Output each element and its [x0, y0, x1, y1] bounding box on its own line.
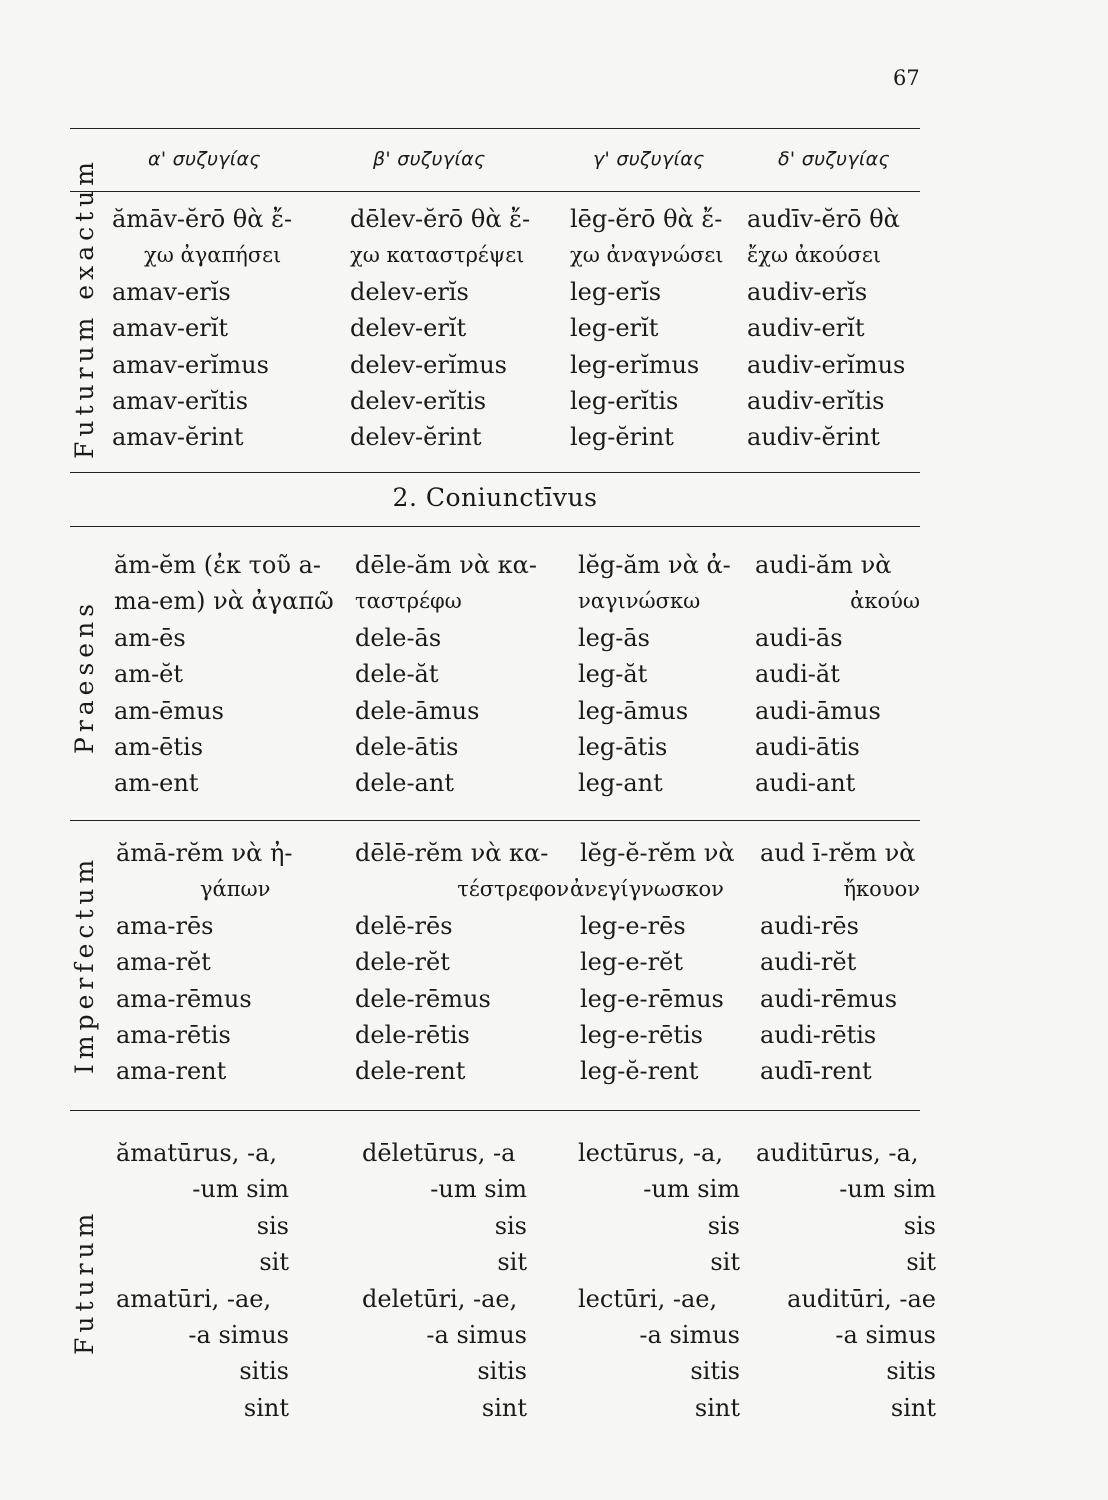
form-cell: χω καταστρέψει [350, 243, 525, 268]
form-cell: ama-rĕt [116, 948, 211, 977]
form-cell: leg-erĭt [570, 314, 659, 343]
form-cell: dele-ās [355, 623, 442, 652]
form-cell: leg-e-rētis [580, 1020, 703, 1049]
form-cell: lĕg-ĕ-rĕm νὰ [580, 839, 735, 867]
form-cell: audiv-erĭs [747, 277, 868, 306]
form-cell: leg-e-rĕt [580, 948, 683, 977]
column-header-3: γ' συζυγίας [593, 148, 705, 170]
conjugation-column-1 [116, 1135, 296, 1426]
form-cell: ama-rēmus [116, 984, 252, 1013]
conjugation-column-4 [760, 835, 920, 1090]
column-header-2: β' συζυγίας [373, 148, 486, 170]
form-cell: sis [707, 1211, 740, 1240]
form-cell: audiv-erĭmus [747, 350, 906, 379]
form-cell: audiv-erĭtis [747, 386, 885, 415]
form-cell: χω ἀναγνώσει [570, 243, 724, 268]
form-cell: sint [890, 1393, 936, 1422]
form-cell: -um sim [192, 1175, 289, 1204]
conjugation-column-1 [114, 547, 334, 802]
form-cell: dēlē-rĕm νὰ κα- [355, 839, 549, 867]
form-cell: sitis [239, 1357, 289, 1386]
form-cell: am-ēmus [114, 696, 224, 725]
form-cell: ἔχω ἀκούσει [747, 243, 881, 268]
form-cell: sint [243, 1393, 289, 1422]
section-praesens [70, 547, 920, 805]
form-cell: deletūri, -ae, [362, 1284, 518, 1313]
form-cell: amav-erĭs [112, 277, 231, 306]
form-cell: delev-erĭs [350, 277, 469, 306]
form-cell: -a simus [639, 1320, 740, 1349]
form-cell: lectūri, -ae, [578, 1284, 718, 1313]
form-cell: ma-em) νὰ ἀγαπῶ [114, 587, 334, 616]
conjugation-column-2 [362, 1135, 527, 1426]
conjugation-column-1 [116, 835, 292, 1090]
form-cell: delev-erĭt [350, 314, 467, 343]
form-cell: ταστρέφω [355, 589, 462, 614]
form-cell: amav-erĭtis [112, 386, 249, 415]
form-cell: -um sim [643, 1175, 740, 1204]
form-cell: aud ī-rĕm νὰ [760, 839, 916, 867]
form-cell: sint [694, 1393, 740, 1422]
form-cell: delē-rēs [355, 911, 453, 940]
form-cell: ămatūrus, -a, [116, 1139, 278, 1167]
section-futurum [70, 1135, 936, 1429]
conjugation-column-2 [350, 201, 530, 456]
form-cell: audi-ăm νὰ [755, 551, 892, 579]
form-cell: -um sim [430, 1175, 527, 1204]
form-cell: leg-ĕrint [570, 423, 674, 452]
form-cell: leg-erĭs [570, 277, 662, 306]
conjugation-column-2 [355, 835, 569, 1090]
section-label: Futurum exactum [70, 157, 99, 459]
conjugation-column-4 [755, 547, 920, 802]
form-cell: ămā-rĕm νὰ ἠ- [116, 839, 293, 867]
form-cell: audi-āmus [755, 696, 881, 725]
form-cell: leg-ās [578, 623, 650, 652]
conjugation-column-3 [570, 201, 724, 456]
column-headers [70, 148, 920, 178]
section-rule [70, 1110, 920, 1111]
form-cell: sit [710, 1248, 740, 1277]
section-label: Futurum [70, 1208, 99, 1356]
conjugation-column-3 [578, 1135, 740, 1426]
form-cell: audi-rĕt [760, 948, 857, 977]
section-imperfectum [70, 835, 920, 1093]
form-cell: sit [497, 1248, 527, 1277]
form-cell: ama-rent [116, 1057, 227, 1086]
form-cell: audī-rent [760, 1057, 872, 1086]
form-cell: lēg-ĕrō θὰ ἔ- [570, 205, 723, 233]
form-cell: am-ĕt [114, 660, 184, 689]
form-cell: am-ent [114, 769, 199, 798]
form-cell: leg-ātis [578, 732, 668, 761]
form-cell: dele-ant [355, 769, 454, 798]
form-cell: dele-ātis [355, 732, 459, 761]
section-rule [70, 820, 920, 821]
section-label: Praesens [70, 598, 99, 754]
top-rule [70, 128, 920, 129]
header-rule [70, 191, 920, 192]
form-cell: dele-rēmus [355, 984, 491, 1013]
form-cell: amav-erĭmus [112, 350, 269, 379]
form-cell: audi-rēs [760, 911, 859, 940]
form-cell: ναγινώσκω [578, 589, 701, 614]
form-cell: audiv-erĭt [747, 314, 865, 343]
form-cell: ἤκουον [843, 877, 920, 902]
conjugation-column-3 [578, 547, 731, 802]
form-cell: delev-erĭtis [350, 386, 487, 415]
page-number: 67 [893, 66, 920, 90]
form-cell: sis [494, 1211, 527, 1240]
form-cell: lectūrus, -a, [578, 1139, 723, 1167]
form-cell: auditūri, -ae [787, 1284, 936, 1313]
form-cell: dele-ăt [355, 660, 439, 689]
form-cell: amatūri, -ae, [116, 1284, 272, 1313]
form-cell: audi-ās [755, 623, 843, 652]
form-cell: sit [259, 1248, 289, 1277]
form-cell: sit [906, 1248, 936, 1277]
form-cell: dele-rĕt [355, 948, 450, 977]
conjugation-column-1 [112, 201, 292, 456]
form-cell: am-ēs [114, 623, 186, 652]
conjugation-column-4 [756, 1135, 936, 1426]
form-cell: ama-rētis [116, 1020, 231, 1049]
section-label: Imperfectum [70, 854, 99, 1074]
form-cell: sis [256, 1211, 289, 1240]
form-cell: -a simus [426, 1320, 527, 1349]
form-cell: -a simus [835, 1320, 936, 1349]
form-cell: ἀνεγίγνωσκον [570, 877, 724, 902]
form-cell: leg-e-rēmus [580, 984, 724, 1013]
form-cell: dēle-ăm νὰ κα- [355, 551, 537, 579]
form-cell: leg-ant [578, 769, 663, 798]
form-cell: amav-erĭt [112, 314, 229, 343]
form-cell: dele-āmus [355, 696, 480, 725]
form-cell: dele-rent [355, 1057, 466, 1086]
form-cell: audi-ăt [755, 660, 840, 689]
form-cell: am-ētis [114, 732, 204, 761]
form-cell: dēletūrus, -a [362, 1139, 516, 1167]
form-cell: leg-erĭmus [570, 350, 700, 379]
form-cell: leg-erĭtis [570, 386, 679, 415]
form-cell: sitis [886, 1357, 936, 1386]
form-cell: audi-rētis [760, 1020, 877, 1049]
form-cell: leg-e-rēs [580, 911, 686, 940]
section-rule [70, 526, 920, 527]
form-cell: ăm-ĕm (ἐκ τοῦ a- [114, 551, 321, 579]
form-cell: delev-erĭmus [350, 350, 507, 379]
form-cell: dēlev-ĕrō θὰ ἔ- [350, 205, 531, 233]
conjugation-column-4 [747, 201, 905, 456]
form-cell: audīv-ĕrō θὰ [747, 205, 900, 233]
form-cell: audiv-ĕrint [747, 423, 880, 452]
form-cell: χω ἀγαπήσει [144, 243, 282, 268]
form-cell: sint [481, 1393, 527, 1422]
form-cell: sitis [477, 1357, 527, 1386]
form-cell: -a simus [188, 1320, 289, 1349]
form-cell: ămāv-ĕrō θὰ ἔ- [112, 205, 293, 233]
form-cell: auditūrus, -a, [756, 1139, 919, 1167]
form-cell: audi-rēmus [760, 984, 898, 1013]
form-cell: sitis [690, 1357, 740, 1386]
column-header-1: α' συζυγίας [148, 148, 261, 170]
form-cell: -um sim [839, 1175, 936, 1204]
conjugation-column-2 [355, 547, 537, 802]
form-cell: ama-rēs [116, 911, 214, 940]
column-header-4: δ' συζυγίας [778, 148, 890, 170]
form-cell: leg-ĕ-rent [580, 1057, 699, 1086]
form-cell: audi-ātis [755, 732, 860, 761]
form-cell: leg-āmus [578, 696, 689, 725]
form-cell: dele-rētis [355, 1020, 470, 1049]
form-cell: audi-ant [755, 769, 856, 798]
form-cell: τέστρεφον [457, 877, 569, 902]
form-cell: delev-ĕrint [350, 423, 482, 452]
form-cell: lĕg-ăm νὰ ἀ- [578, 551, 731, 579]
conjugation-column-3 [570, 835, 735, 1090]
form-cell: amav-ĕrint [112, 423, 244, 452]
section-rule [70, 472, 920, 473]
form-cell: sis [903, 1211, 936, 1240]
mood-title: 2. Coniunctīvus [392, 483, 598, 512]
form-cell: ἀκούω [850, 589, 920, 614]
form-cell: leg-ăt [578, 660, 648, 689]
form-cell: γάπων [200, 877, 271, 902]
